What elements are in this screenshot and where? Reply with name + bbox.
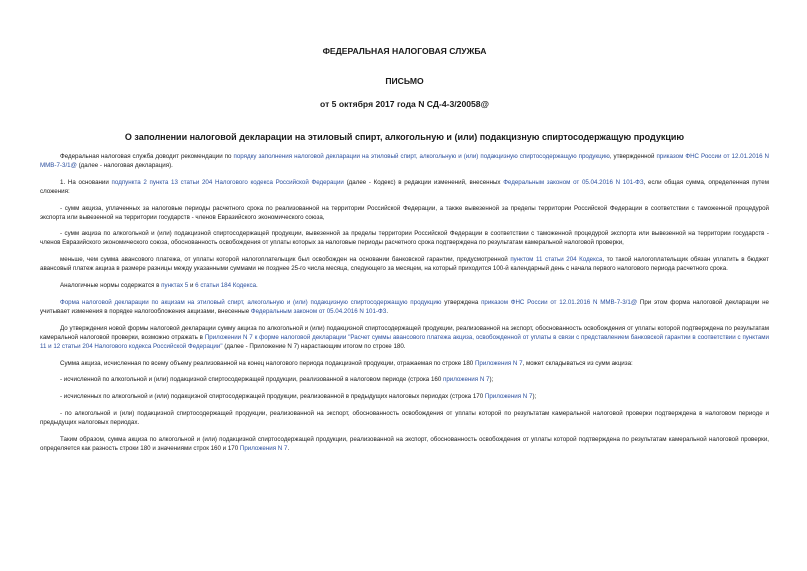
paragraph-text: . <box>386 307 389 315</box>
document-link[interactable]: Приложения N 7 <box>239 444 288 452</box>
document-link[interactable]: порядку заполнения налоговой декларации на этиловый спирт, алкогольную и (или) подакцизную спиртосодержащую продукцию <box>233 153 610 160</box>
paragraph-text: , может складываться из сумм акциза: <box>522 359 633 367</box>
paragraph-text: (далее - Кодекс) в редакции изменений, внесенных <box>343 178 504 186</box>
paragraph-text: . <box>287 444 290 452</box>
document-type: ПИСЬМО <box>385 76 424 86</box>
paragraph-1 <box>40 153 769 171</box>
paragraph-text: (далее - налоговая декларация). <box>76 161 173 169</box>
paragraph-text: До утверждения новой формы налоговой декларации сумму акциза по алкогольной и (или) подакцизной спиртосодержащей продукции, реализованной на экспорт, обоснованность освобождения от уплаты которой подтверждена по результатам камеральной налоговой проверки, возможно отражать в <box>40 324 769 341</box>
paragraph-text: - по алкогольной и (или) подакцизной спиртосодержащей продукции, реализованной на экспорт, обоснованность освобождения от уплаты которой по результатам камеральной налоговой проверки подтверждена в налоговом периоде и предыдущих налоговых периодах. <box>40 410 769 427</box>
paragraph-9 <box>40 360 769 369</box>
paragraph-text: Таким образом, сумма акциза по алкогольной и (или) подакцизной спиртосодержащей продукции, реализованной на экспорт, обоснованность освобождения от уплаты которой подтверждена по результатам камеральной налоговой проверки, определяется как разность строки 180 и значениями строк 160 и 170 <box>40 436 769 452</box>
paragraph-text: (далее - Приложение N 7) нарастающим итогом по строке 180. <box>222 342 406 350</box>
paragraph-text: , если общая сумма, определенная путем сложения: <box>40 178 770 195</box>
paragraph-text: - исчисленной по алкогольной и (или) подакцизной спиртосодержащей продукции, реализованной в налоговом периоде (строка 160 <box>60 376 443 384</box>
paragraph-text: , утвержденной <box>609 153 657 160</box>
document-link[interactable]: подпункта 2 пункта 13 статьи 204 Налогового кодекса Российской Федерации <box>111 178 344 186</box>
document-link[interactable]: 6 статьи 184 Кодекса <box>195 282 257 290</box>
paragraph-4 <box>40 230 769 248</box>
paragraph-text: , то такой налогоплательщик обязан уплатить в бюджет авансовый платеж акциза в размере разницы между указанными суммами не позднее 25-го числа месяца, следующего за месяцем, на который приходится 100-й календарный день с начала первого налогового периода расчетного срока. <box>40 256 769 273</box>
document-link[interactable]: Приложения N 7 <box>474 359 523 367</box>
document-link[interactable]: Приложения N 7 <box>484 393 533 401</box>
paragraph-text: При этом форма налоговой декларации не учитывает изменения в порядке налогообложения акцизами, внесенные <box>40 298 769 315</box>
document-link[interactable]: Федеральным законом от 05.04.2016 N 101-ФЗ <box>250 307 387 315</box>
paragraph-12 <box>40 410 769 428</box>
paragraph-8 <box>40 325 769 352</box>
document-link[interactable]: приказом ФНС России от 12.01.2016 N ММВ-7-3/1@ <box>40 153 769 169</box>
paragraph-text: меньше, чем сумма авансового платежа, от уплаты которой налогоплательщик был освобожден на основании банковской гарантии, предусмотренной <box>60 256 511 264</box>
paragraph-text: - сумм акциза, уплаченных за налоговые периоды расчетного срока по реализованной на территории Российской Федерации, а также вывезенной за пределы территории Российской Федерации в соответствии с таможенной процедурой экспорта или вывезенной на территории государств - членов Евразийского экономического союза, <box>40 204 769 221</box>
document-link[interactable]: приложения N 7 <box>443 376 490 384</box>
document-date-number: от 5 октября 2017 года N СД-4-3/20058@ <box>320 99 489 109</box>
paragraph-text: 1. На основании <box>60 178 112 186</box>
document-link[interactable]: Форма налоговой декларации по акцизам на этиловый спирт, алкогольную и (или) подакцизную спиртосодержащую продукцию <box>60 298 442 306</box>
document-link[interactable]: пунктом 11 статьи 204 Кодекса <box>510 256 603 264</box>
paragraph-text: Сумма акциза, исчисленная по всему объему реализованной на конец налогового периода подакцизной продукции, отражаемая по строке 180 <box>60 359 475 367</box>
paragraph-text: - исчисленных по алкогольной и (или) подакцизной спиртосодержащей продукции, реализованной в предыдущих налоговых периодах (строка 170 <box>60 393 485 401</box>
document-link[interactable]: приказом ФНС России от 12.01.2016 N ММВ-7-3/1@ <box>481 298 638 306</box>
paragraph-13 <box>40 436 769 454</box>
paragraph-5 <box>40 256 769 274</box>
paragraph-text: ); <box>489 376 494 384</box>
paragraph-6 <box>40 282 769 291</box>
document-subject: О заполнении налоговой декларации на этиловый спирт, алкогольную и (или) подакцизную спиртосодержащую продукцию <box>124 132 685 142</box>
paragraph-text: и <box>188 282 196 290</box>
paragraph-text: утверждена <box>441 298 482 306</box>
paragraph-3 <box>40 205 769 223</box>
paragraph-2 <box>40 179 769 197</box>
paragraph-7 <box>40 299 769 317</box>
paragraph-text: Аналогичные нормы содержатся в <box>60 282 162 290</box>
paragraph-text: ); <box>532 393 537 401</box>
paragraph-text: - сумм акциза по алкогольной и (или) подакцизной спиртосодержащей продукции, вывезенной за пределы территории Российской Федерации в соответствии с таможенной процедурой экспорта или вывезенной на территории государств - членов Евразийского экономического союза, обоснованность освобождения от уплаты которых за налоговые периоды расчетного срока подтверждена по результатам камеральной налоговой проверки, <box>40 230 769 247</box>
document-body <box>40 153 769 454</box>
paragraph-10 <box>40 376 769 385</box>
document-link[interactable]: Приложении N 7 к форме налоговой декларации "Расчет суммы авансового платежа акциза, освобожденной от уплаты в связи с представлением банковской гарантии в соответствии с пунктами 11 и 12 статьи 204 Налогового кодекса Российской Федерации" <box>40 333 769 350</box>
paragraph-text: . <box>256 282 258 290</box>
paragraph-text: Федеральная налоговая служба доводит рекомендации по <box>60 153 234 160</box>
document-link[interactable]: Федеральным законом от 05.04.2016 N 101-ФЗ <box>503 178 644 186</box>
document-link[interactable]: пунктах 5 <box>161 282 189 290</box>
agency-title: ФЕДЕРАЛЬНАЯ НАЛОГОВАЯ СЛУЖБА <box>322 46 487 56</box>
paragraph-11 <box>40 393 769 402</box>
